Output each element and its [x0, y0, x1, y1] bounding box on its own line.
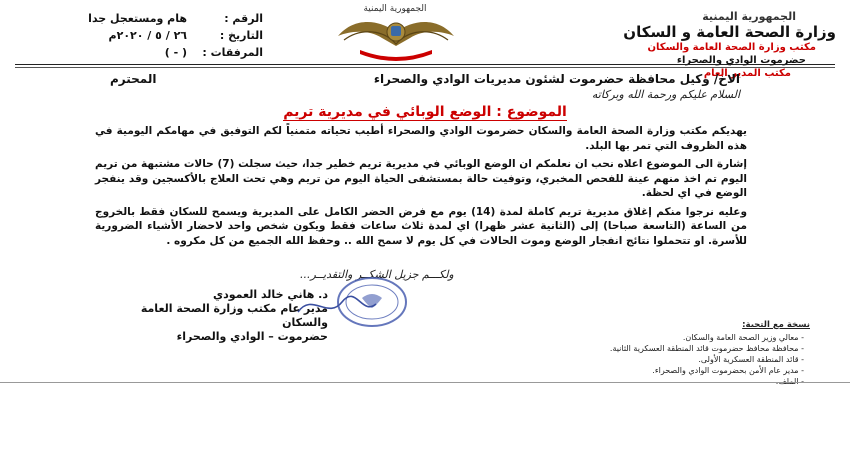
header-divider-thin — [15, 67, 835, 68]
attach-label: المرفقات : — [202, 46, 263, 59]
letter-body — [95, 124, 747, 252]
closing-line: ولكـــم جزيل الشكــر والتقديــر... — [300, 268, 454, 281]
office-name: مكتب وزارة الصحة العامة والسكان — [647, 42, 816, 53]
signatory-name: د. هاني خالد العمودي — [213, 288, 328, 301]
footer-divider — [0, 382, 850, 383]
subject-line — [0, 104, 850, 120]
cc-item: - محافظة محافظ حضرموت قائد المنطقة العسكرية الثانية. — [550, 343, 810, 354]
cc-item: - مدير عام الأمن بحضرموت الوادي والصحراء. — [550, 365, 810, 376]
body-paragraph: إشارة الى الموضوع اعلاه نحب ان نعلمكم ان الوضع الوبائي في مديرية تريم خطير جدا، حيث سجلت (7) حالات مشتبهة من تريم اليوم تم اخذ منهم عينة للفحص المخبري، وتوفيت حالة بمستشفى الحياة اليوم من تريم وهي تحت العلاج بالأكسجين وقد ينفجر الوضع في اي لحظة. — [95, 158, 747, 199]
date-label: التاريخ : — [219, 29, 263, 42]
date-value: ٢٦ / ٥ / ٢٠٢٠م — [108, 29, 187, 42]
ref-row — [18, 10, 263, 27]
greeting: السلام عليكم ورحمة الله وبركاته — [591, 88, 740, 101]
cc-title: نسخة مع التحية: — [742, 320, 810, 330]
subject-text: الموضوع : الوضع الوبائي في مديرية تريم — [283, 104, 567, 120]
signature-block — [118, 288, 328, 344]
region-name: حضرموت الوادي والصحراء — [676, 55, 806, 66]
header-divider — [15, 64, 835, 65]
honorific: المحترم — [110, 72, 157, 86]
emblem-caption: الجمهورية اليمنية — [363, 4, 427, 14]
cc-item: - معالي وزير الصحة العامة والسكان. — [550, 332, 810, 343]
country-name: الجمهورية اليمنية — [702, 10, 796, 23]
republic-emblem-icon — [330, 6, 462, 62]
body-paragraph: يهديكم مكتب وزارة الصحة العامة والسكان حضرموت الوادي والصحراء أطيب تحياته متمنياً لكم التوفيق في مهامكم اليومية في هذه الظروف التي تمر بها البلد. — [95, 125, 747, 152]
body-paragraph: وعليه نرجوا منكم إغلاق مديرية تريم كاملة لمدة (14) يوم مع فرض الحضر الكامل على المديرية ويسمح للسكان فقط بالخروج من الساعة (التاسعة صباحا) إلى (الثانية عشر ظهرا) اي لمدة ثلاث ساعات فقط ويكون شخص واحد لاحضار الأشياء الضرورية للأسرة. او تتحملوا نتائج انفجار الوضع وموت الحالات في كل يوم لا سمح الله .. وحفظ الله الجميع من كل مكروه . — [95, 205, 747, 247]
addressee: الاخ/ وكيل محافظة حضرموت لشئون مديريات الوادي والصحراء — [373, 72, 740, 86]
cc-list — [550, 320, 810, 387]
cc-item: - الملف. — [550, 376, 810, 387]
ministry-name: وزارة الصحة العامة و السكان — [623, 23, 836, 41]
signatory-region: حضرموت – الوادي والصحراء — [176, 330, 328, 343]
attach-value: ( - ) — [164, 46, 187, 59]
reference-block — [18, 10, 263, 61]
attach-row — [18, 44, 263, 61]
cc-item: - قائد المنطقة العسكرية الأولى. — [550, 354, 810, 365]
ref-value: هام ومستعجل جدا — [88, 12, 187, 25]
signatory-title: مدير عام مكتب وزارة الصحة العامة والسكان — [140, 302, 328, 329]
director-office: مكتب المدير العام — [703, 68, 791, 79]
date-row — [18, 27, 263, 44]
ref-label: الرقم : — [224, 12, 263, 25]
letterhead-right — [546, 10, 836, 80]
